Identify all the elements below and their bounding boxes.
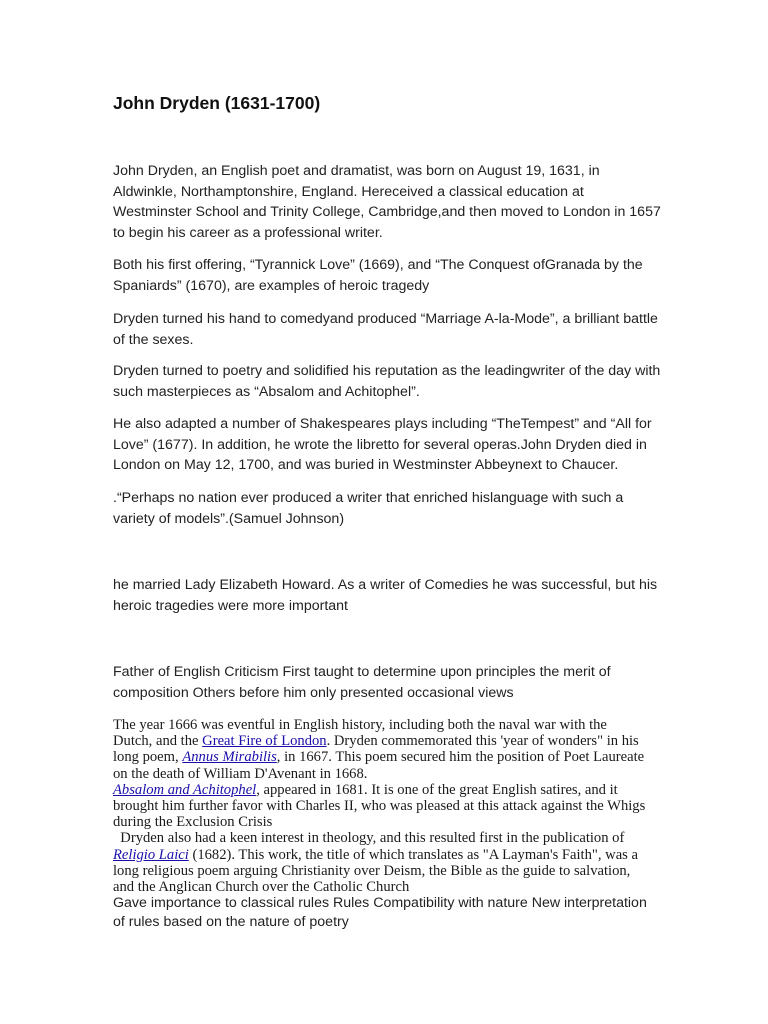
paragraph-comedy: Dryden turned his hand to comedyand produced “Marriage A-la-Mode”, a brilliant battle of the sexes. (113, 311, 658, 348)
serif-excerpt (113, 717, 648, 895)
excerpt-text: , in 1667. This poem secured him the position of Poet Laureate on the death of William D'Avenant in 1668. (113, 749, 645, 782)
paragraph-heroic-tragedy: Both his first offering, “Tyrannick Love” (1669), and “The Conquest ofGranada by the Spaniards” (1670), are examples of heroic tragedy (113, 257, 643, 294)
paragraph-biography: John Dryden, an English poet and dramatist, was born on August 19, 1631, in Aldwinkle, Northamptonshire, England. Hereceived a classical education at Westminster School and Trinity College, Cambridge,and then moved to London in 1657 to begin his career as a professional writer. (113, 163, 661, 241)
paragraph-classical-rules: Gave importance to classical rules Rules Compatibility with nature New interpretation of rules based on the nature of poetry (113, 895, 647, 930)
paragraph-criticism: Father of English Criticism First taught to determine upon principles the merit of composition Others before him only presented occasional views (113, 664, 611, 701)
annus-mirabilis-link[interactable]: Annus Mirabilis (182, 749, 277, 766)
excerpt-text: The year 1666 was eventful in English history, including both the naval war with the Dutch, and the (113, 717, 607, 750)
paragraph-johnson-quote: .“Perhaps no nation ever produced a writer that enriched hislanguage with such a variety of models”.(Samuel Johnson) (113, 490, 624, 527)
great-fire-link[interactable]: Great Fire of London (202, 733, 327, 750)
excerpt-text: Dryden also had a keen interest in theology, and this resulted first in the publication of (113, 830, 628, 847)
excerpt-text: (1682). This work, the title of which translates as "A Layman's Faith", was a long religious poem arguing Christianity over Deism, the Bible as the guide to salvation, and the Anglican Church over the Catholic Church (113, 846, 638, 896)
absalom-achitophel-link[interactable]: Absalom and Achitophel (113, 781, 257, 798)
paragraph-poetry: Dryden turned to poetry and solidified his reputation as the leadingwriter of the day with such masterpieces as “Absalom and Achitophel”. (113, 363, 661, 400)
religio-laici-link[interactable]: Religio Laici (113, 846, 189, 863)
paragraph-adaptations: He also adapted a number of Shakespeares plays including “TheTempest” and “All for Love” (1677). In addition, he wrote the libretto for several operas.John Dryden died in London on May 12, 1700, and was buried in Westminster Abbeynext to Chaucer. (113, 416, 652, 473)
paragraph-marriage: he married Lady Elizabeth Howard. As a writer of Comedies he was successful, but his heroic tragedies were more important (113, 577, 658, 614)
excerpt-text: , appeared in 1681. It is one of the great English satires, and it brought him further favor with Charles II, who was pleased at this attack against the Whigs during the Exclusion Crisis (113, 781, 646, 831)
excerpt-text: . Dryden commemorated this 'year of wonders" in his long poem, (113, 733, 639, 766)
page-title: John Dryden (1631-1700) (113, 93, 321, 113)
